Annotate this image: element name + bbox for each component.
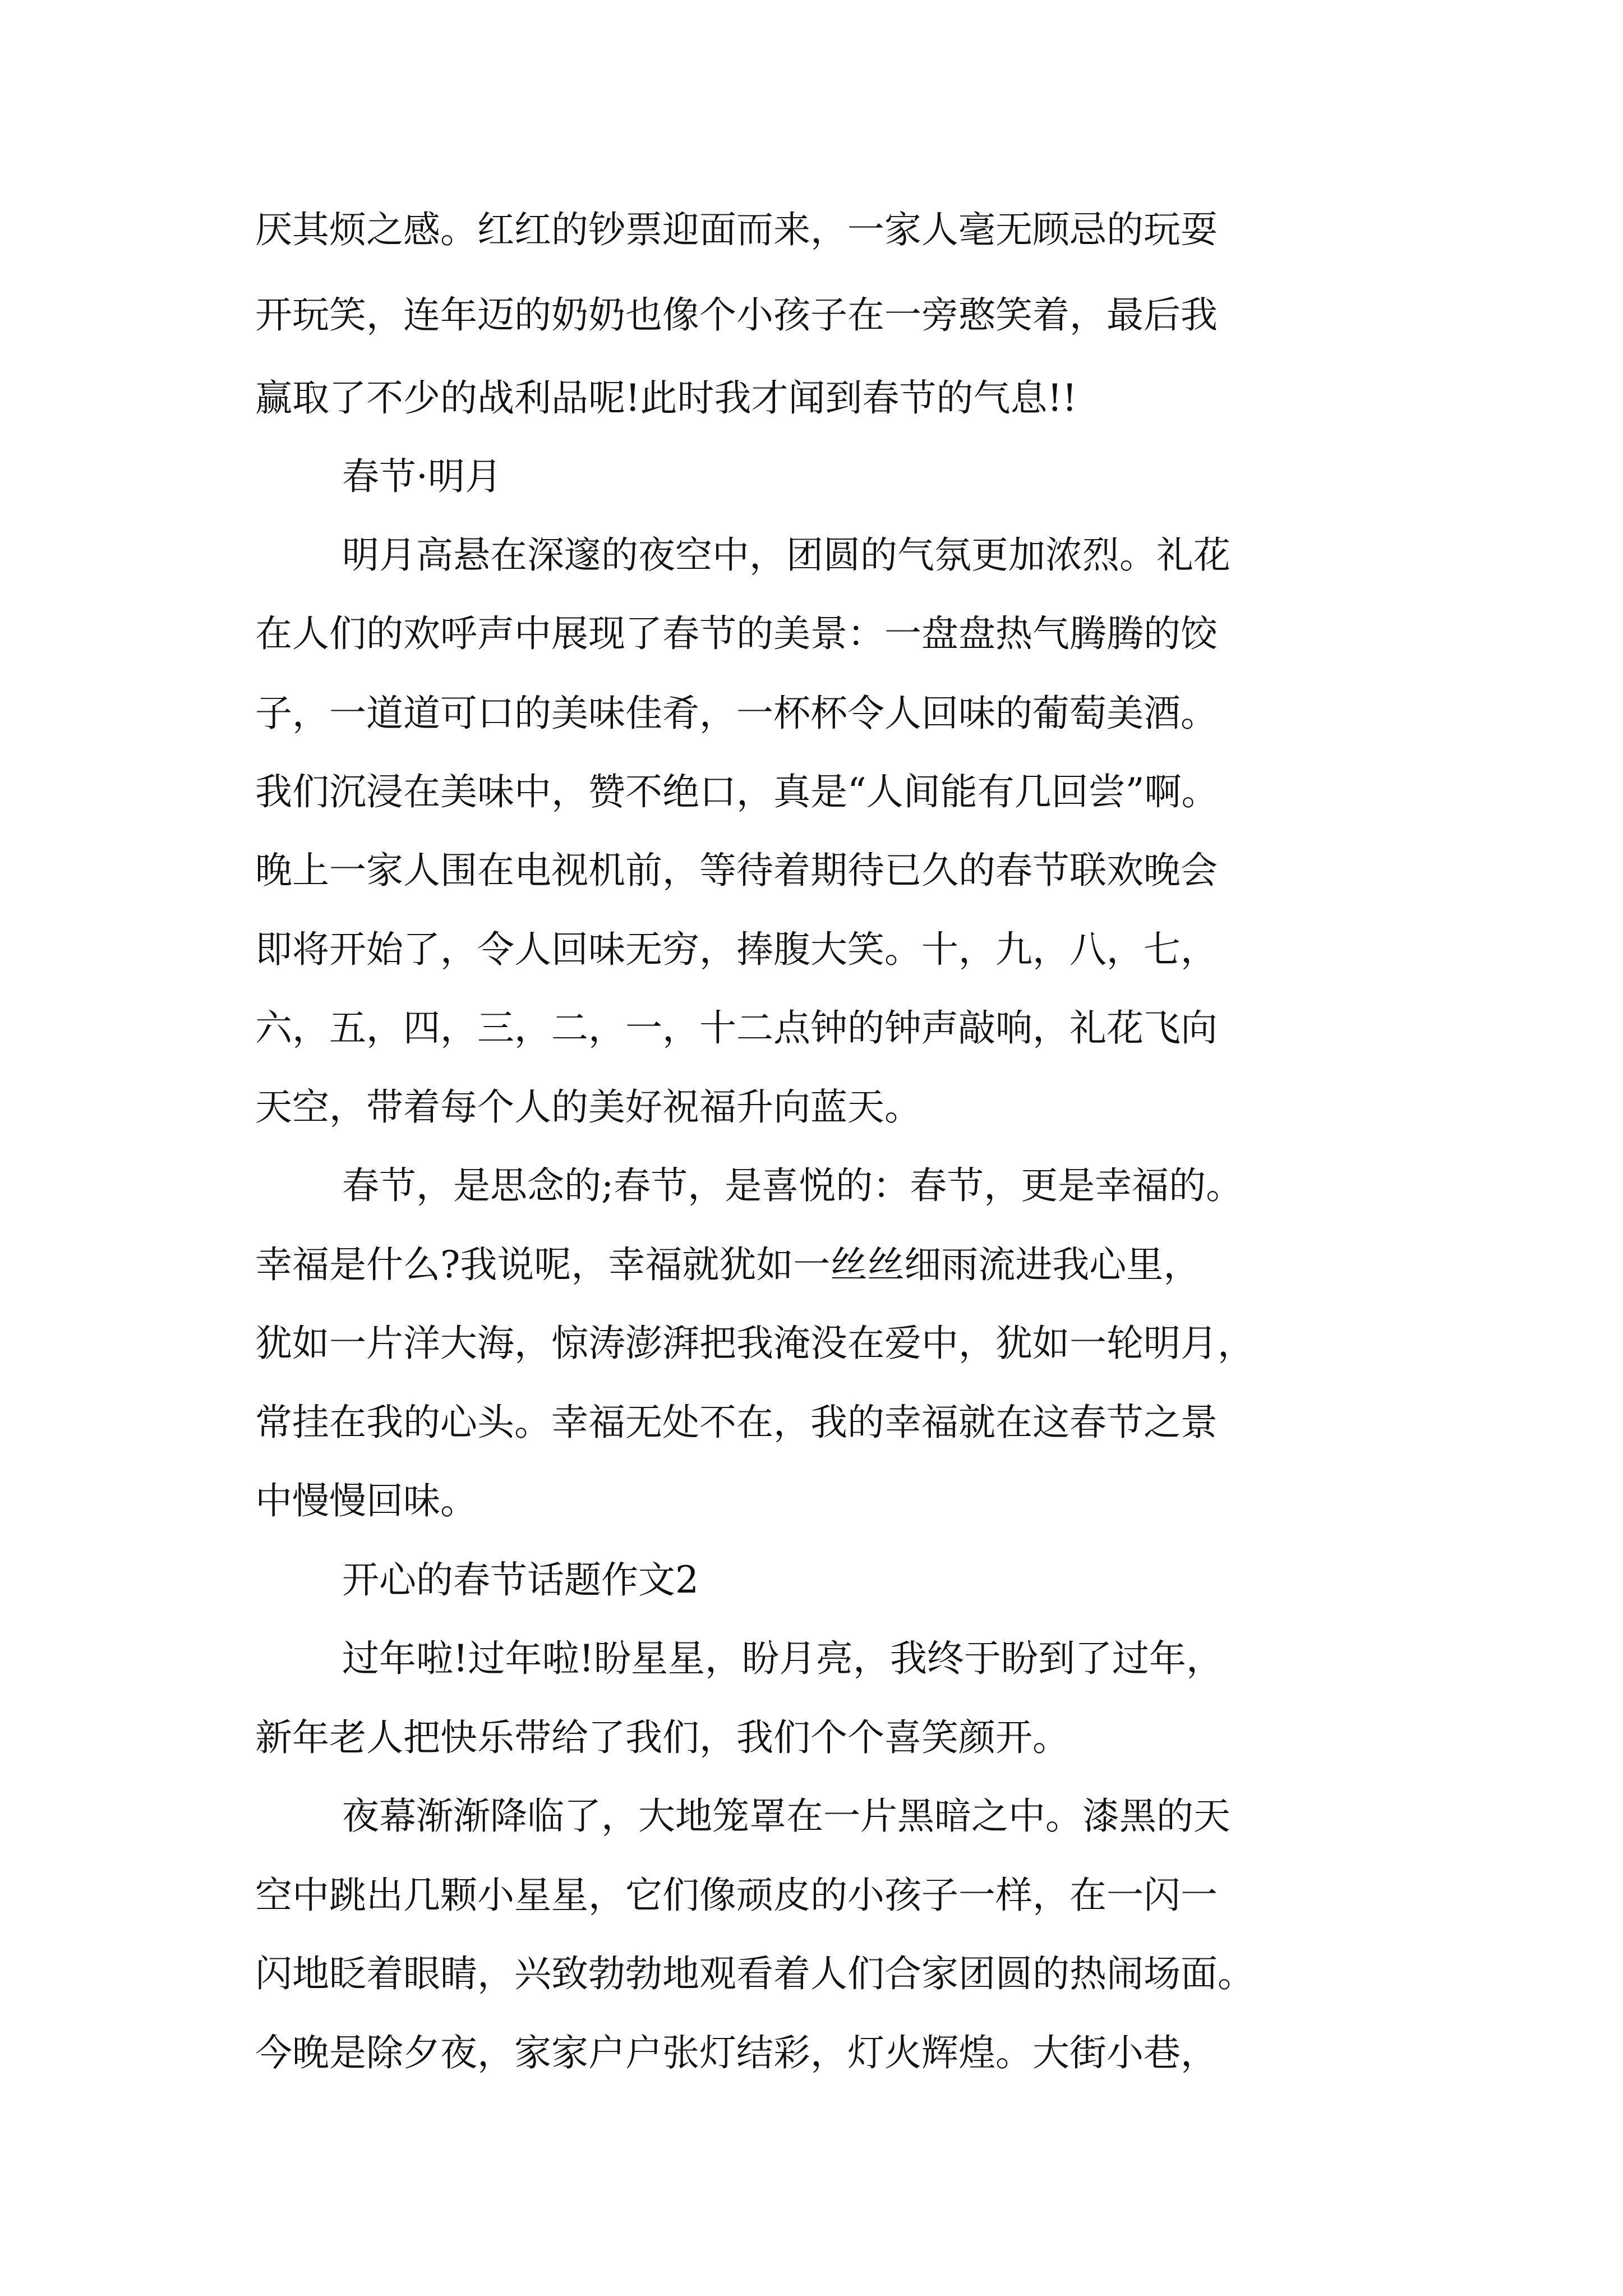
text-line: 厌其烦之感。红红的钞票迎面而来，一家人毫无顾忌的玩耍 (255, 208, 1218, 251)
text-line: 闪地眨着眼睛，兴致勃勃地观看着人们合家团圆的热闹场面。 (255, 1952, 1255, 1995)
text-line: 今晚是除夕夜，家家户户张灯结彩，灯火辉煌。大街小巷， (255, 2031, 1218, 2074)
text-line: 赢取了不少的战利品呢!此时我才闻到春节的气息!! (255, 376, 1077, 420)
text-line: 空中跳出几颗小星星，它们像顽皮的小孩子一样，在一闪一 (255, 1874, 1218, 1917)
text-line: 中慢慢回味。 (255, 1479, 477, 1522)
text-line: 晚上一家人围在电视机前，等待着期待已久的春节联欢晚会 (255, 849, 1218, 892)
text-line: 明月高悬在深邃的夜空中，团圆的气氛更加浓烈。礼花 (342, 533, 1230, 577)
text-line: 夜幕渐渐降临了，大地笼罩在一片黑暗之中。漆黑的天 (342, 1795, 1230, 1838)
text-line: 犹如一片洋大海，惊涛澎湃把我淹没在爱中，犹如一轮明月， (255, 1322, 1255, 1365)
text-line: 在人们的欢呼声中展现了春节的美景：一盘盘热气腾腾的饺 (255, 612, 1218, 655)
text-line: 子，一道道可口的美味佳肴，一杯杯令人回味的葡萄美酒。 (255, 692, 1218, 735)
section-heading: 开心的春节话题作文2 (342, 1558, 699, 1602)
text-line: 幸福是什么?我说呢，幸福就犹如一丝丝细雨流进我心里， (255, 1243, 1201, 1286)
text-line: 开玩笑，连年迈的奶奶也像个小孩子在一旁憨笑着，最后我 (255, 293, 1218, 337)
text-line: 过年啦!过年啦!盼星星，盼月亮，我终于盼到了过年， (342, 1637, 1224, 1680)
text-line: 天空，带着每个人的美好祝福升向蓝天。 (255, 1085, 921, 1129)
text-line: 即将开始了，令人回味无穷，捧腹大笑。十，九，八，七， (255, 928, 1218, 971)
section-heading: 春节·明月 (342, 455, 502, 498)
text-line: 春节，是思念的;春节，是喜悦的：春节，更是幸福的。 (342, 1164, 1243, 1207)
text-line: 我们沉浸在美味中，赞不绝口，真是“人间能有几回尝”啊。 (255, 770, 1219, 813)
text-line: 新年老人把快乐带给了我们，我们个个喜笑颜开。 (255, 1716, 1069, 1759)
text-line: 常挂在我的心头。幸福无处不在，我的幸福就在这春节之景 (255, 1401, 1218, 1444)
text-line: 六，五，四，三，二，一，十二点钟的钟声敲响，礼花飞向 (255, 1006, 1218, 1050)
